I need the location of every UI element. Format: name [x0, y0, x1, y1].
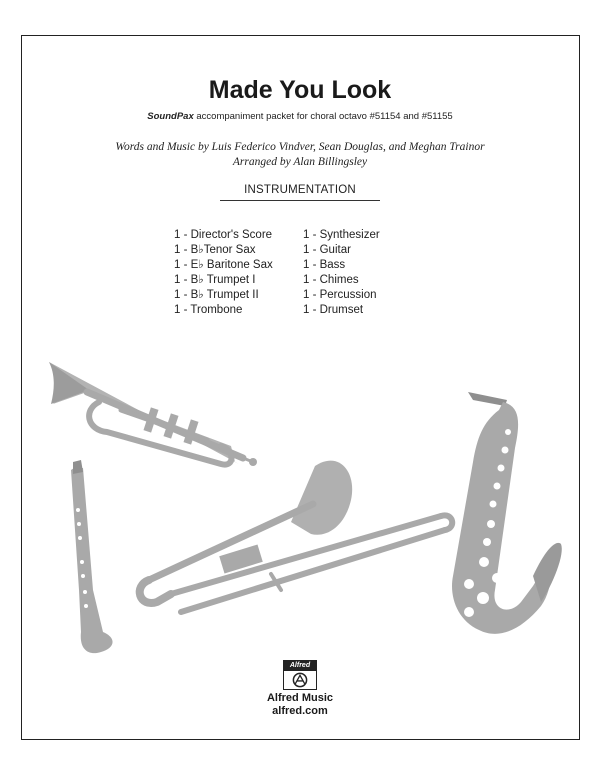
credits — [0, 140, 600, 170]
instrumentation-underline — [220, 200, 380, 201]
page-title: Made You Look — [208, 76, 392, 104]
subtitle-brand: SoundPax — [147, 111, 194, 122]
instrument-item: 1 - Guitar — [303, 244, 351, 256]
instrumentation-heading: INSTRUMENTATION — [244, 184, 356, 196]
subtitle — [0, 111, 600, 122]
instrument-item: 1 - Trombone — [174, 304, 243, 316]
instrument-item: 1 - Drumset — [303, 304, 364, 316]
instrument-item: 1 - Bass — [303, 259, 346, 271]
instrument-item: 1 - B♭ Trumpet I — [174, 274, 256, 286]
instrument-item: 1 - Synthesizer — [303, 229, 380, 241]
publisher-name: Alfred Music — [266, 692, 333, 704]
saxophone-icon — [452, 392, 562, 634]
instrument-item: 1 - B♭ Trumpet II — [174, 289, 259, 301]
instrument-item: 1 - B♭Tenor Sax — [174, 244, 256, 256]
instruments-illustration — [21, 340, 580, 710]
trumpet-icon — [49, 362, 257, 466]
publisher-info — [0, 692, 600, 718]
trombone-icon — [140, 461, 453, 612]
instrument-item: 1 - Percussion — [303, 289, 377, 301]
credits-words-music: Words and Music by Luis Federico Vindver, Sean Douglas, and Meghan Trainor — [115, 141, 485, 153]
publisher-url[interactable]: alfred.com — [272, 705, 328, 717]
instrument-list-left — [174, 228, 273, 318]
credits-arranger: Arranged by Alan Billingsley — [232, 156, 368, 168]
clarinet-icon — [71, 460, 113, 653]
instrument-item: 1 - Director's Score — [174, 229, 273, 241]
instrument-item: 1 - E♭ Baritone Sax — [174, 259, 273, 271]
alfred-mark-icon — [284, 671, 316, 689]
instrument-list-right — [303, 228, 380, 318]
instrument-item: 1 - Chimes — [303, 274, 359, 286]
alfred-logo-text: Alfred — [284, 661, 316, 671]
subtitle-text: accompaniment packet for choral octavo #51154 and #51155 — [193, 111, 453, 122]
alfred-logo — [283, 660, 317, 690]
